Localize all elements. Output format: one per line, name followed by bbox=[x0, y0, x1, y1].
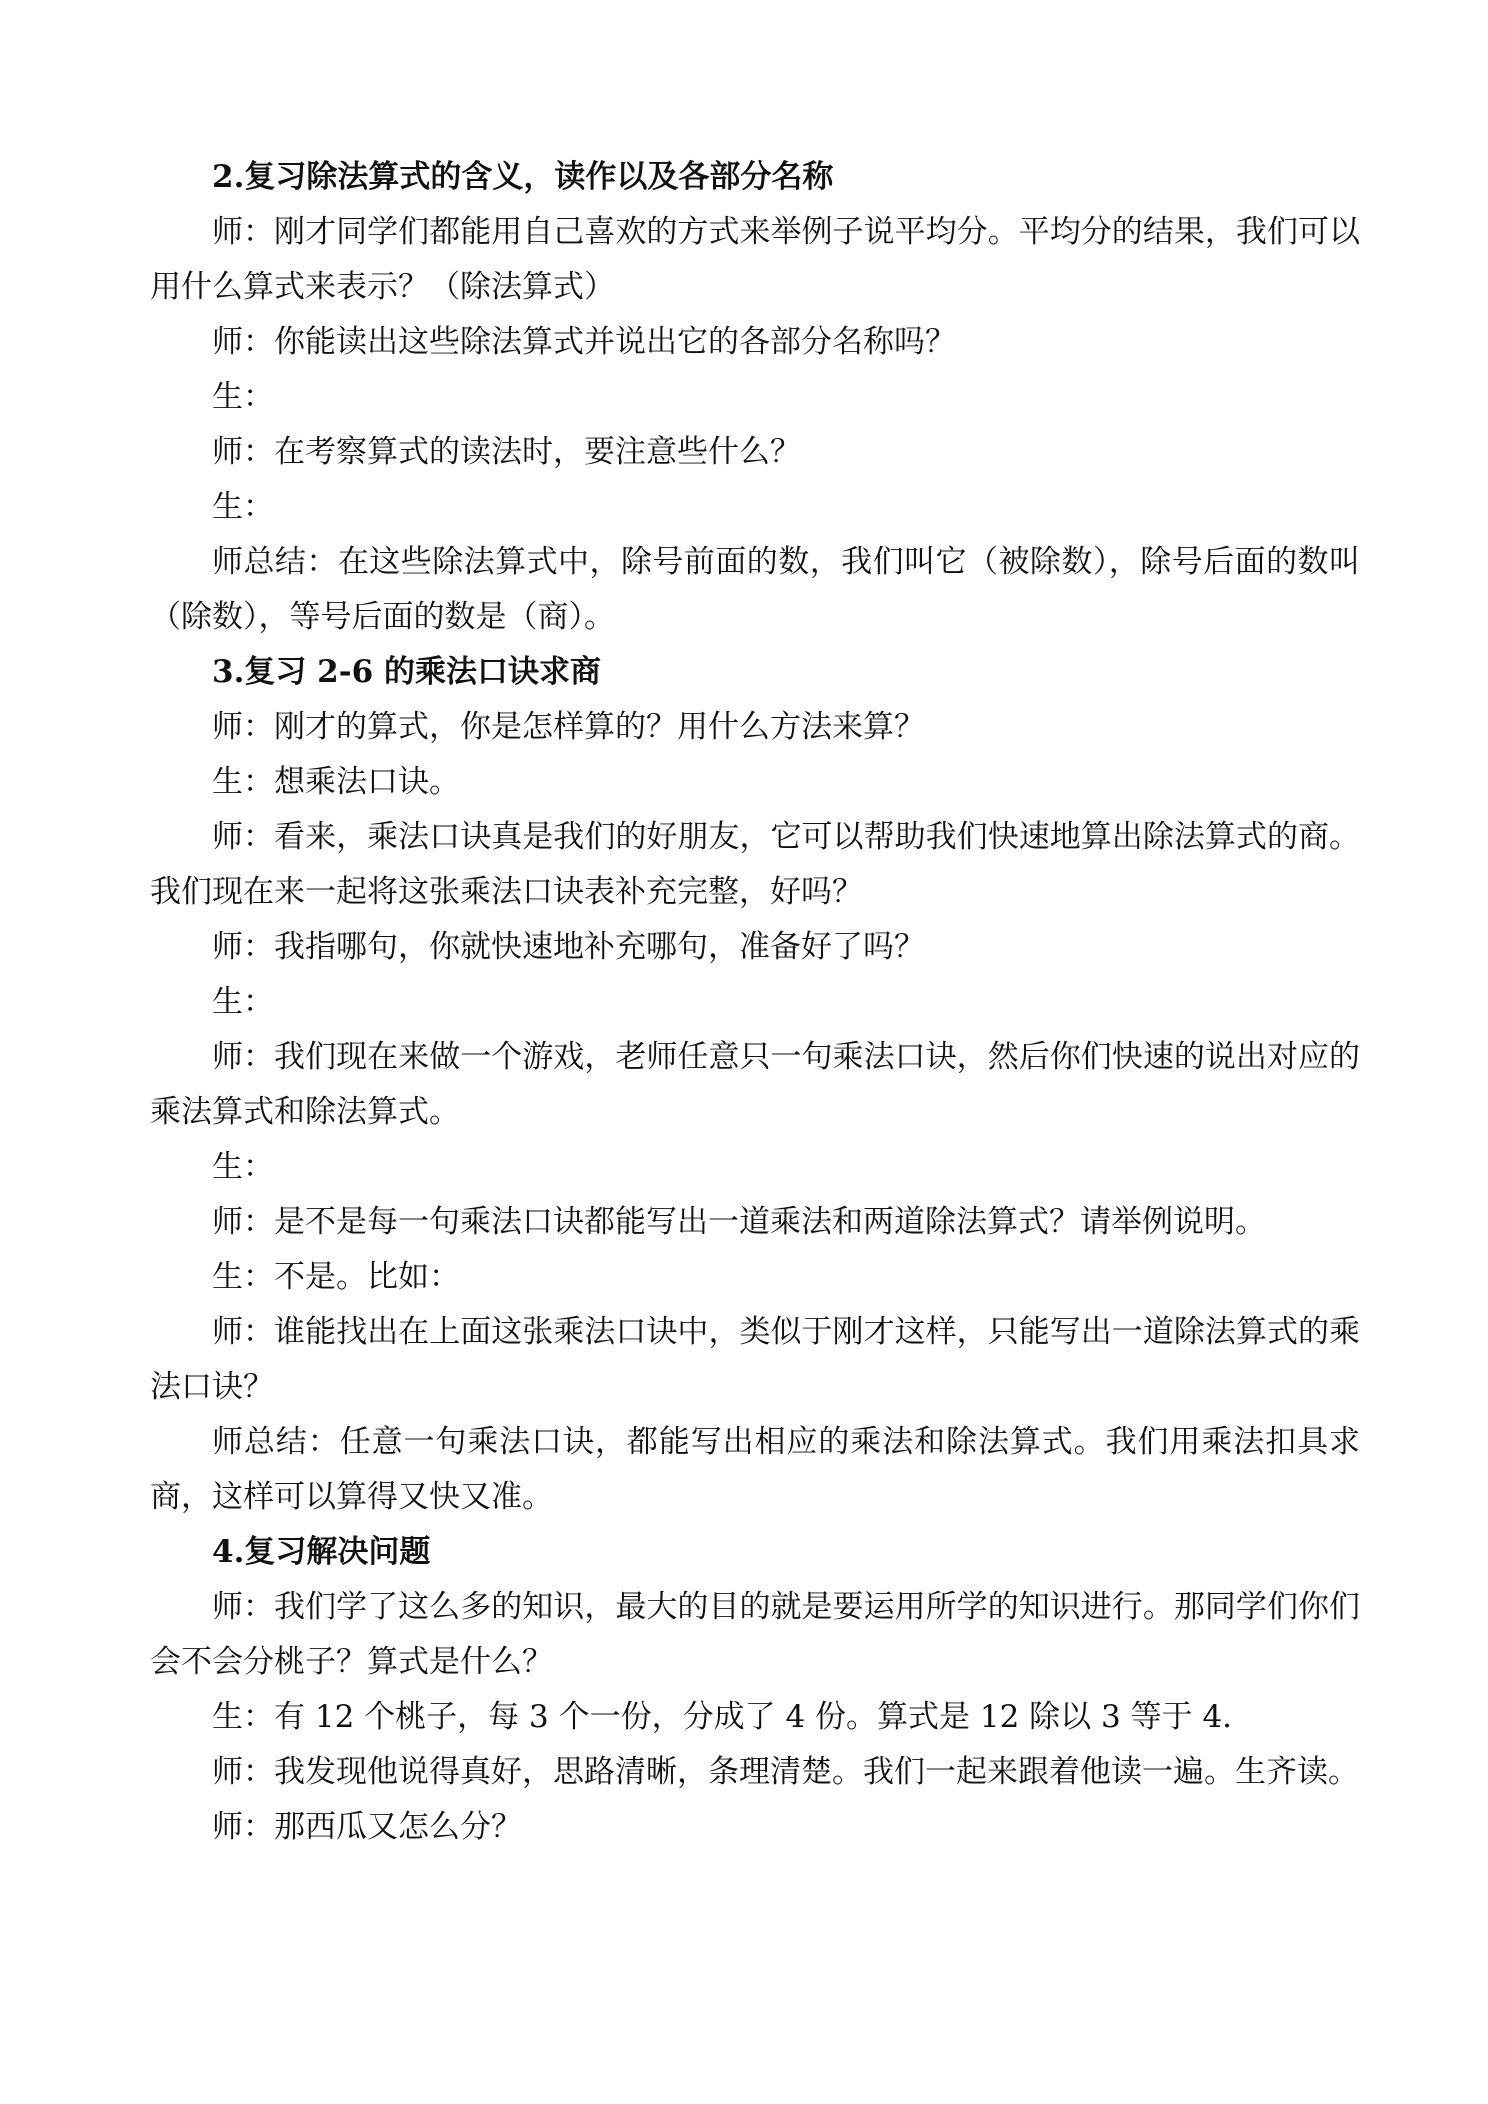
paragraph: 生： bbox=[212, 379, 274, 415]
section-heading-3: 3.复习 2-6 的乘法口诀求商 bbox=[212, 654, 601, 690]
paragraph: 师：是不是每一句乘法口诀都能写出一道乘法和两道除法算式？请举例说明。 bbox=[212, 1204, 1266, 1240]
paragraph: 师总结：在这些除法算式中，除号前面的数，我们叫它（被除数），除号后面的数叫（除数），等号后面的数是（商）。 bbox=[150, 544, 1360, 635]
paragraph: 生：有 12 个桃子，每 3 个一份，分成了 4 份。算式是 12 除以 3 等于 4. bbox=[212, 1699, 1233, 1735]
section-heading-2: 2.复习除法算式的含义，读作以及各部分名称 bbox=[212, 159, 834, 195]
paragraph: 师：你能读出这些除法算式并说出它的各部分名称吗？ bbox=[212, 324, 956, 360]
paragraph: 生：不是。比如： bbox=[212, 1259, 460, 1295]
paragraph: 师：谁能找出在上面这张乘法口诀中，类似于刚才这样，只能写出一道除法算式的乘法口诀？ bbox=[150, 1314, 1360, 1405]
paragraph: 师：我们学了这么多的知识，最大的目的就是要运用所学的知识进行。那同学们你们会不会分桃子？算式是什么？ bbox=[150, 1589, 1360, 1680]
paragraph: 师：我发现他说得真好，思路清晰，条理清楚。我们一起来跟着他读一遍。生齐读。 bbox=[212, 1754, 1359, 1790]
paragraph: 师：看来，乘法口诀真是我们的好朋友，它可以帮助我们快速地算出除法算式的商。我们现在来一起将这张乘法口诀表补充完整，好吗？ bbox=[150, 819, 1360, 910]
paragraph: 师：我们现在来做一个游戏，老师任意只一句乘法口诀，然后你们快速的说出对应的乘法算式和除法算式。 bbox=[150, 1039, 1360, 1130]
paragraph: 生： bbox=[212, 489, 274, 525]
paragraph: 生： bbox=[212, 1149, 274, 1185]
paragraph: 生： bbox=[212, 984, 274, 1020]
paragraph: 师：我指哪句，你就快速地补充哪句，准备好了吗？ bbox=[212, 929, 925, 965]
section-heading-4: 4.复习解决问题 bbox=[212, 1534, 431, 1570]
paragraph: 师：那西瓜又怎么分？ bbox=[212, 1809, 522, 1845]
paragraph: 师：刚才的算式，你是怎样算的？用什么方法来算？ bbox=[212, 709, 925, 745]
paragraph: 生：想乘法口诀。 bbox=[212, 764, 460, 800]
paragraph: 师总结：任意一句乘法口诀，都能写出相应的乘法和除法算式。我们用乘法扣具求商，这样可以算得又快又准。 bbox=[150, 1424, 1360, 1515]
paragraph: 师：在考察算式的读法时，要注意些什么？ bbox=[212, 434, 801, 470]
document-body bbox=[150, 150, 1360, 1855]
paragraph: 师：刚才同学们都能用自己喜欢的方式来举例子说平均分。平均分的结果，我们可以用什么算式来表示？（除法算式） bbox=[150, 214, 1360, 305]
